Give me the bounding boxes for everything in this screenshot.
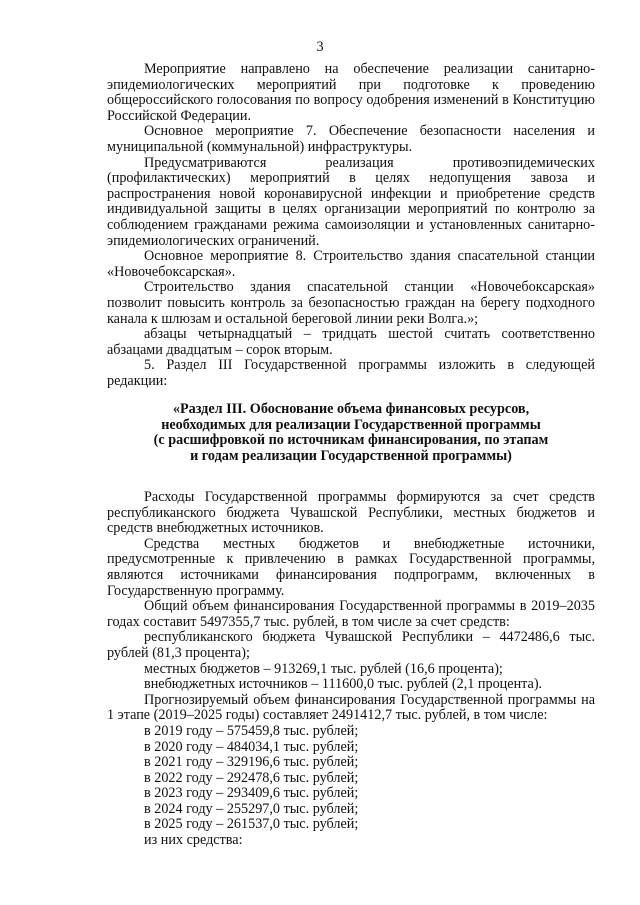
paragraph: местных бюджетов – 913269,1 тыс. рублей (16,6 процента);	[144, 660, 503, 677]
paragraph: Строительство здания спасательной станции «Новочебоксарская» позволит повысить контроль за безопасностью граждан на берегу подходного канала к шлюзам и остальной береговой линии реки Волга.»;	[107, 279, 595, 327]
paragraph: 5. Раздел III Государственной программы изложить в следующей редакции:	[107, 357, 595, 389]
paragraph: абзацы четырнадцатый – тридцать шестой считать соответственно абзацами двадцатым – сорок вторым.	[107, 326, 595, 358]
paragraph: Расходы Государственной программы формируются за счет средств республиканского бюджета Чувашской Республики, местных бюджетов и средств внебюджетных источников.	[107, 489, 595, 537]
paragraph: республиканского бюджета Чувашской Республики – 4472486,6 тыс. рублей (81,3 процента);	[107, 629, 595, 661]
heading-line: «Раздел III. Обоснование объема финансовых ресурсов,	[172, 401, 530, 417]
year-line: из них средства:	[144, 832, 243, 849]
paragraph: внебюджетных источников – 111600,0 тыс. рублей (2,1 процента).	[144, 676, 543, 693]
year-line: в 2020 году – 484034,1 тыс. рублей;	[144, 738, 359, 755]
heading-line: (с расшифровкой по источникам финансирования, по этапам	[153, 432, 549, 449]
top-text-block	[107, 62, 595, 389]
year-line: в 2019 году – 575459,8 тыс. рублей;	[144, 722, 359, 739]
paragraph: Мероприятие направлено на обеспечение реализации санитарно-эпидемиологических мероприятий при подготовке к проведению общероссийского голосования по вопросу одобрения изменений в Конституцию Российской Федерации.	[107, 61, 595, 124]
bottom-text-block	[107, 490, 595, 849]
paragraph: Основное мероприятие 8. Строительство здания спасательной станции «Новочебоксарская».	[107, 248, 595, 280]
year-line: в 2024 году – 255297,0 тыс. рублей;	[144, 800, 359, 817]
year-line: в 2022 году – 292478,6 тыс. рублей;	[144, 769, 359, 786]
year-line: в 2025 году – 261537,0 тыс. рублей;	[144, 816, 359, 833]
paragraph: Прогнозируемый объем финансирования Государственной программы на 1 этапе (2019–2025 годы) составляет 2491412,7 тыс. рублей, в том числе:	[107, 691, 595, 724]
heading-line: необходимых для реализации Государственной программы	[161, 416, 541, 433]
year-line: в 2023 году – 293409,6 тыс. рублей;	[144, 785, 359, 802]
paragraph: Общий объем финансирования Государственной программы в 2019–2035 годах составит 5497355,7 тыс. рублей, в том числе за счет средств:	[107, 598, 595, 630]
paragraph: Основное мероприятие 7. Обеспечение безопасности населения и муниципальной (коммунальной) инфраструктуры.	[107, 123, 595, 155]
paragraph: Предусматриваются реализация противоэпидемических (профилактических) мероприятий в целях недопущения завоза и распространения новой коронавирусной инфекции и приобретение средств индивидуальной защиты в целях организации мероприятий по контролю за соблюдением гражданами режима самоизоляции и установленных санитарно-эпидемиологических ограничений.	[107, 154, 595, 249]
year-line: в 2021 году – 329196,6 тыс. рублей;	[144, 754, 359, 771]
section-heading	[107, 402, 595, 464]
heading-line: и годам реализации Государственной программы)	[190, 447, 512, 464]
paragraph: Средства местных бюджетов и внебюджетные источники, предусмотренные к привлечению в рамках Государственной программы, являются источниками финансирования подпрограмм, включенных в Государственную программу.	[107, 535, 595, 599]
page-number: 3	[316, 39, 324, 55]
